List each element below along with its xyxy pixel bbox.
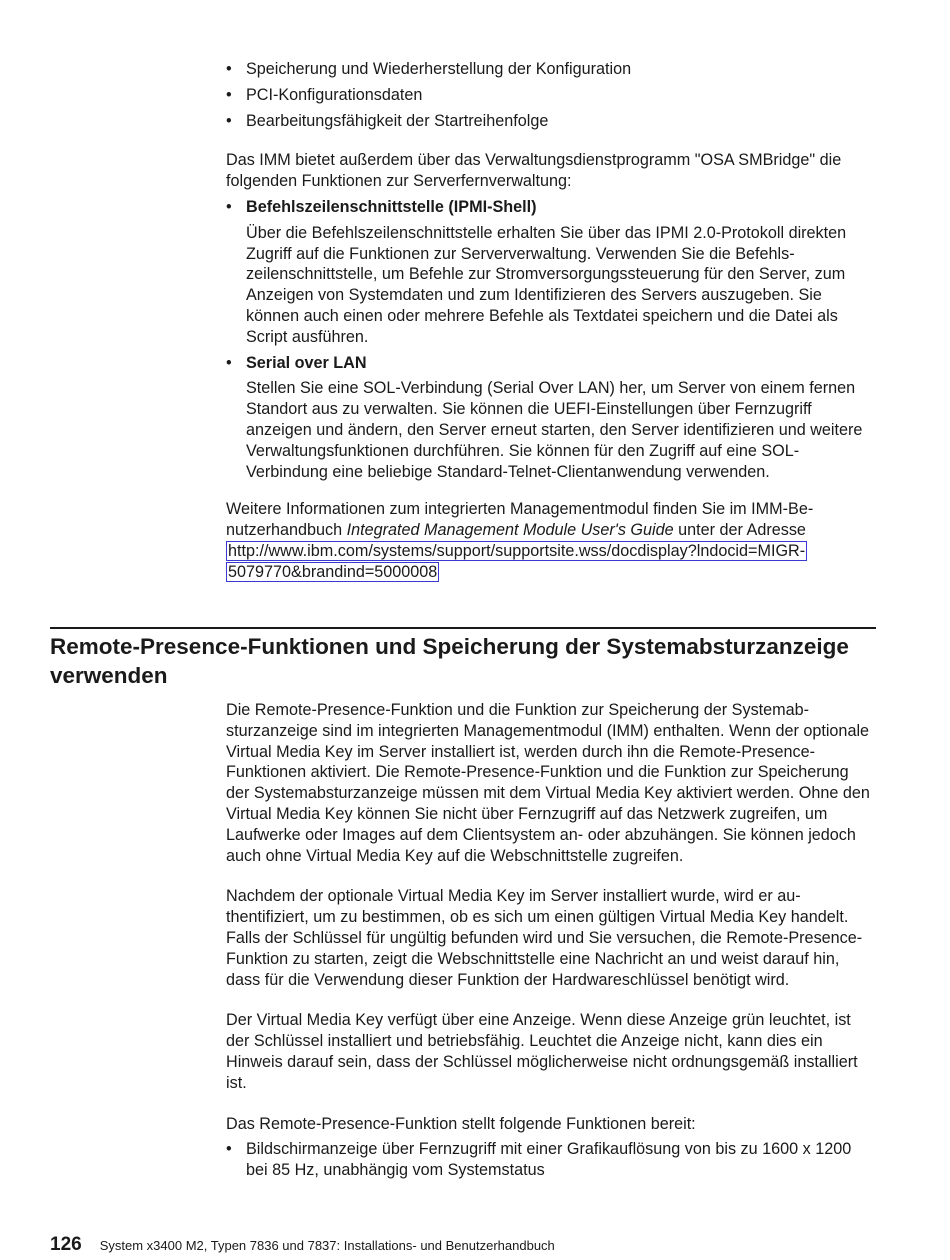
paragraph: Nachdem der optionale Virtual Media Key im Server installiert wurde, wird er authentifiziert, um zu bestimmen, ob es sich um einen gültigen Virtual Media Key handelt. Falls der Schlüssel für ungültig befunden wird und Sie versuchen, die Remote-Presence-Funktion zu starten, zeigt die Webschnittstelle eine Nachricht an und weist darauf hin, dass für die Verwendung dieser Funktion der Hardwareschlüssel benötigt wird. [226,887,863,989]
feature-term: • Befehlszeilenschnittstelle (IPMI-Shell) [246,197,537,216]
page-footer [50,1234,555,1257]
feature-description: Stellen Sie eine SOL-Verbindung (Serial Over LAN) her, um Server von einem fernen Standort aus zu verwalten. Sie können die UEFI-Einstellungen über Fernzugriff anzeigen und ändern, den Server erneut starten, den Server identifizieren und weitere Verwaltungsfunktionen durchführen. Sie können für den Zugriff auf eine SOL-Verbindung eine beliebige Standard-Telnet-Clientanwendung verwenden. [246,379,863,481]
imm-guide-link[interactable]: http://www.ibm.com/systems/support/supportsite.wss/docdisplay?lndocid=MIGR- [228,541,806,560]
more-info-paragraph [226,499,876,582]
paragraph: Die Remote-Presence-Funktion und die Funktion zur Speicherung der Systemabsturzanzeige sind im integrierten Managementmodul (IMM) enthalten. Wenn der optionale Virtual Media Key im Server installiert ist, werden durch ihn die Remote-Presence-Funktionen aktiviert. Die Remote-Presence-Funktion und die Funktion zur Speicherung der Systemabsturzanzeige müssen mit dem Virtual Media Key aktiviert werden. Ohne den Virtual Media Key können Sie nicht über Fernzugriff auf das Netzwerk zugreifen, um Laufwerke oder Images auf dem Clientsystem an- oder abzuhängen. Sie können jedoch auch ohne Virtual Media Key auf die Webschnittstelle zugreifen. [226,701,870,865]
remote-presence-list [226,1139,876,1181]
list-item: • Bearbeitungsfähigkeit der Startreihenfolge [226,111,876,132]
paragraph: Das Remote-Presence-Funktion stellt folgende Funktionen bereit: [226,1114,696,1133]
list-item [226,353,876,483]
list-item [226,197,876,348]
smbridge-intro: Das IMM bietet außerdem über das Verwaltungsdienstprogramm "OSA SMBridge" die folgenden Funktionen zur Serverfernverwaltung: [226,151,842,191]
feature-term: • Serial over LAN [246,353,367,372]
guide-title: Integrated Management Module User's Guide [346,521,674,540]
paragraph: Der Virtual Media Key verfügt über eine Anzeige. Wenn diese Anzeige grün leuchtet, ist der Schlüssel installiert und betriebsfähig. Leuchtet die Anzeige nicht, kann dies ein Hinweis darauf sein, dass der Schlüssel möglicherweise nicht ordnungsgemäß installiert ist. [226,1011,858,1092]
section-heading: Remote-Presence-Funktionen und Speicherung der Systemabsturzanzeige verwenden [50,634,849,688]
feature-description: Über die Befehlszeilenschnittstelle erhalten Sie über das IPMI 2.0-Protokoll direkten Zugriff auf die Funktionen zur Serververwaltung. Verwenden Sie die Befehlszeilenschnittstelle, um Befehle zur Stromversorgungssteuerung für den Server, zum Anzeigen von Systemdaten und zum Identifizieren des Servers auszugeben. Sie können auch einen oder mehrere Befehle als Textdatei speichern und die Datei als Script ausführen. [246,223,847,346]
list-item: • Speicherung und Wiederherstellung der Konfiguration [226,59,876,80]
section-divider [50,627,876,629]
smbridge-feature-list [226,197,876,482]
page-number: 126 [50,1234,82,1255]
imm-guide-link-continued[interactable]: 5079770&brandind=5000008 [228,562,438,581]
footer-doc-title: System x3400 M2, Typen 7836 und 7837: Installations- und Benutzerhandbuch [99,1238,555,1253]
config-feature-list [226,59,876,131]
more-info-mid: unter der Adresse [673,521,806,540]
list-item: • Bildschirmanzeige über Fernzugriff mit einer Grafikauflösung von bis zu 1600 x 1200 bei 85 Hz, unabhängig vom Systemstatus [226,1139,876,1181]
top-content [226,59,876,583]
more-info-prefix: Weitere Informationen zum integrierten Managementmodul finden Sie im IMM-Benutzerhandbuch [226,500,814,540]
section-content [226,700,876,1186]
list-item: • PCI-Konfigurationsdaten [226,85,876,106]
